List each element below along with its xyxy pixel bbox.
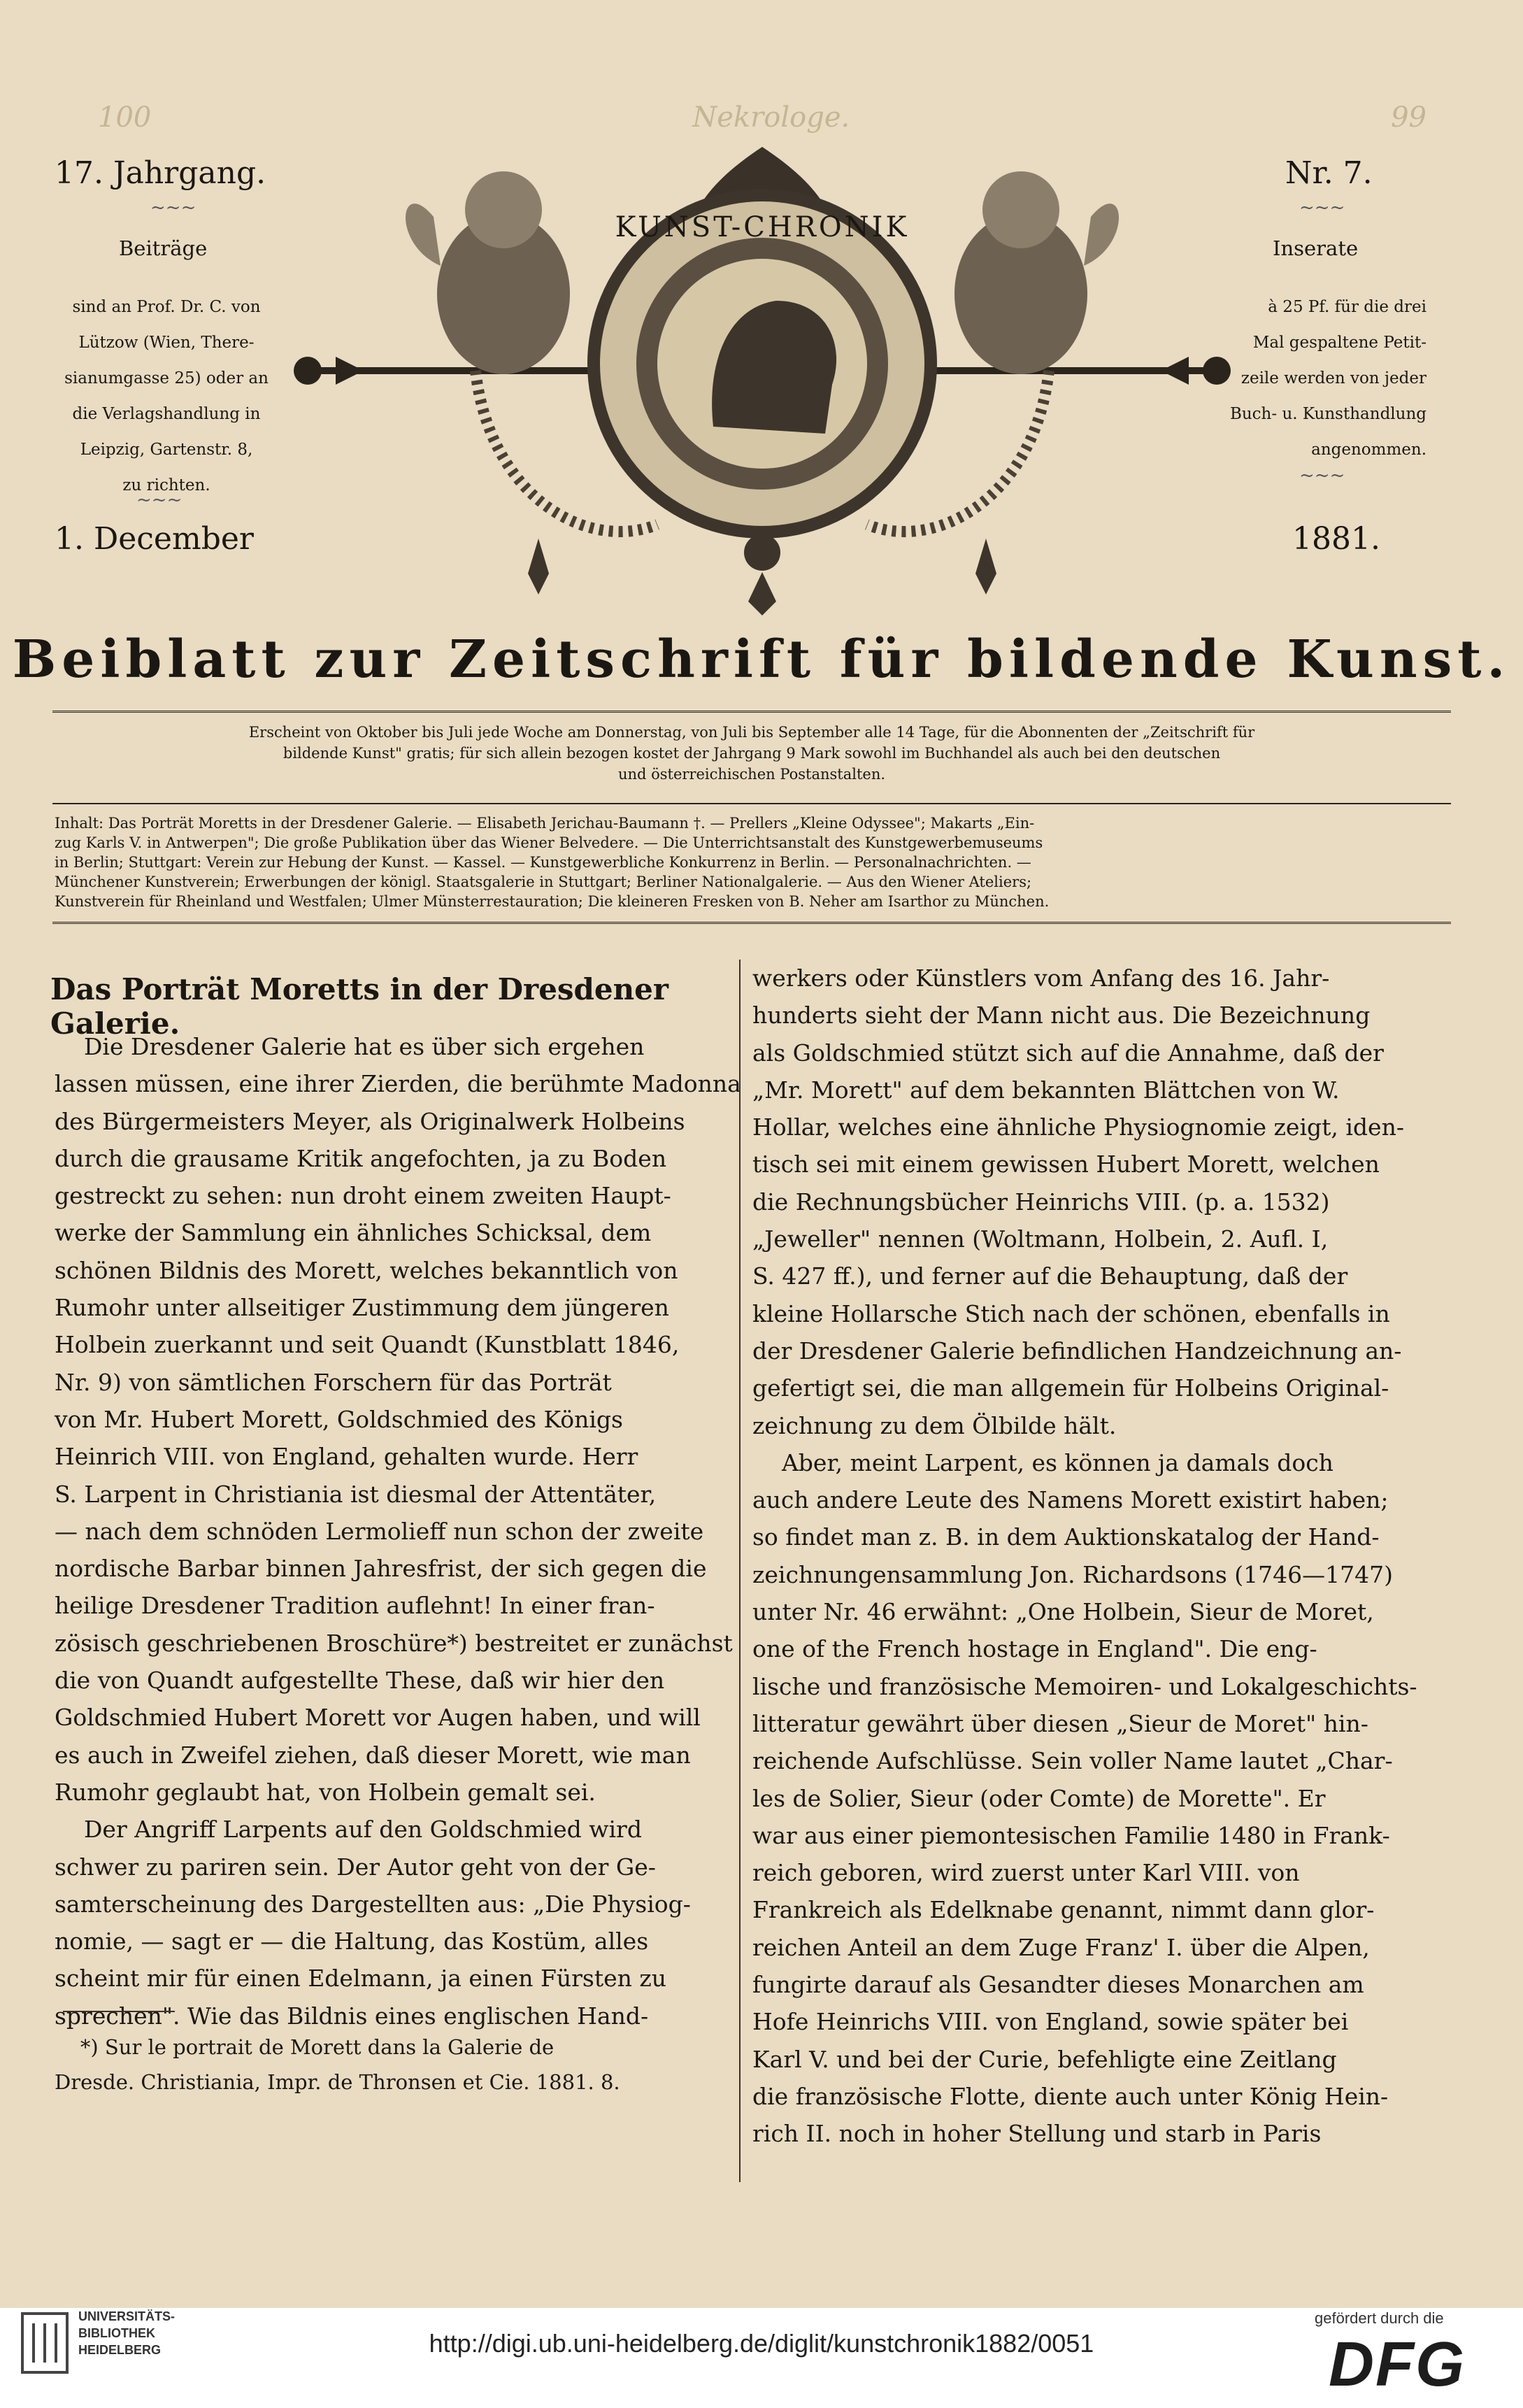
article-right-column: werkers oder Künstlers vom Anfang des 16. Jahr- hunderts sieht der Mann nicht aus. Die Bezeichnung als Goldschmied stützt sich auf die Annahme, daß der „Mr. Morett" auf dem bekannten Blättchen von W. Hollar, welches eine ähnliche Physiognomie zeigt, iden- tisch sei mit einem gewissen Hubert Morett, welchen die Rechnungsbücher Heinrichs VIII. (p. a. 1532) „Jeweller" nennen (Woltmann, Holbein, 2. Aufl. I, S. 427 ff.), und ferner auf die Behauptung, daß der kleine Hollarsche Stich nach der schönen, ebenfalls in der Dresdener Galerie befindlichen Handzeichnung an- gefertigt sei, die man allgemein für Holbeins Original- zeichnung zu dem Ölbilde hält. Aber, meint Larpent, es können ja damals doch auch andere Leute des Namens Morett existirt haben; so findet man z. B. in dem Auktionskatalog der Hand- zeichnungensammlung Jon. Richardsons (1746—1747) unter Nr. 46 erwähnt: „One Holbein, Sieur de Moret, one of the French hostage in England". Die eng- lische und französische Memoiren- und Lokalgeschichts- litteratur gewährt über diesen „Sieur de Moret" hin- reichende Aufschlüsse. Sein voller Name lautet „Char- les de Solier, Sieur (oder Comte) de Morette". Er war aus einer piemontesischen Familie 1480 in Frank- reich geboren, wird zuerst unter Karl VIII. von Frankreich als Edelknabe genannt, nimmt dann glor- reichen Anteil an dem Zuge Franz' I. über die Alpen, fungirte darauf als Gesandter dieses Monarchen am Hofe Heinrichs VIII. von England, sowie später bei Karl V. und bei der Curie, befehligte eine Zeitlang die französische Flotte, diente auch unter König Hein- rich II. noch in hoher Stellung und starb in Paris: [752, 964, 1417, 2148]
tilde-ornament-right: ~~~: [1299, 197, 1345, 218]
bleed-left-number: 100: [98, 101, 152, 134]
funding-label: gefördert durch die: [1315, 2309, 1444, 2327]
jahrgang-label: 17. Jahrgang.: [55, 155, 266, 191]
contents-list: Inhalt: Das Porträt Moretts in der Dresdener Galerie. — Elisabeth Jerichau-Baumann †. — Prellers „Kleine Odyssee"; Makarts „Ein- zug Karls V. in Antwerpen"; Die große Publikation über das Wiener Belvedere. — Die Unterrichtsanstalt des Kunstgewerbemuseums in Berlin; Stuttgart: Verein zur Hebung der Kunst. — Kassel. — Kunstgewerbliche Konkurrenz in Berlin. — Personalnachrichten. — Münchener Kunstverein; Erwerbungen der königl. Staatsgalerie in Stuttgart; Berliner Nationalgalerie. — Aus den Wiener Ateliers; Kunstverein für Rheinland und Westfalen; Ulmer Münsterrestauration; Die kleineren Fresken von B. Neher am Isarthor zu München.: [55, 815, 1050, 910]
issue-number: Nr. 7.: [1285, 155, 1373, 191]
bleed-through-header: [98, 101, 1427, 134]
beitraege-text: sind an Prof. Dr. C. von Lützow (Wien, There- sianumgasse 25) oder an die Verlagshandlung in Leipzig, Gartenstr. 8, zu richten.: [64, 298, 269, 494]
contents-rule: [52, 922, 1451, 924]
footnote-rule: [63, 2011, 175, 2012]
inserate-text: à 25 Pf. für die drei Mal gespaltene Petit- zeile werden von jeder Buch- u. Kunsthandlung angenommen.: [1229, 298, 1427, 459]
bleed-right-number: 99: [1391, 101, 1427, 134]
dfg-logo: DFG: [1329, 2330, 1466, 2400]
tilde-ornament-left-2: ~~~: [136, 490, 183, 511]
kunst-chronik-emblem: [294, 133, 1231, 615]
column-divider: [739, 960, 741, 2182]
tilde-ornament-left: ~~~: [150, 197, 196, 218]
publication-title: Beiblatt zur Zeitschrift für bildende Kunst.: [12, 629, 1511, 690]
source-url-link[interactable]: http://digi.ub.uni-heidelberg.de/diglit/kunstchronik1882/0051: [429, 2329, 1094, 2358]
notice-rule: [52, 803, 1451, 804]
library-name: UNIVERSITÄTS- BIBLIOTHEK HEIDELBERG: [78, 2309, 176, 2357]
issue-year: 1881.: [1292, 521, 1380, 557]
inserate-heading: Inserate: [1273, 236, 1359, 260]
bleed-center-title: Nekrologe.: [692, 101, 850, 134]
footnote: *) Sur le portrait de Morett dans la Galerie de Dresde. Christiania, Impr. de Thronsen et Cie. 1881. 8.: [55, 2035, 620, 2094]
article-left-column: Die Dresdener Galerie hat es über sich ergehen lassen müssen, eine ihrer Zierden, die berühmte Madonna des Bürgermeisters Meyer, als Originalwerk Holbeins durch die grausame Kritik angefochten, ja zu Boden gestreckt zu sehen: nun droht einem zweiten Haupt- werke der Sammlung ein ähnliches Schicksal, dem schönen Bildnis des Morett, welches bekanntlich von Rumohr unter allseitiger Zustimmung dem jüngeren Holbein zuerkannt und seit Quandt (Kunstblatt 1846, Nr. 9) von sämtlichen Forschern für das Porträt von Mr. Hubert Morett, Goldschmied des Königs Heinrich VIII. von England, gehalten wurde. Herr S. Larpent in Christiania ist diesmal der Attentäter, — nach dem schnöden Lermolieff nun schon der zweite nordische Barbar binnen Jahresfrist, der sich gegen die heilige Dresdener Tradition auflehnt! In einer fran- zösisch geschriebenen Broschüre*) bestreitet er zunächst die von Quandt aufgestellte These, daß wir hier den Goldschmied Hubert Morett vor Augen haben, und will es auch in Zweifel ziehen, daß dieser Morett, wie man Rumohr geglaubt hat, von Holbein gemalt sei. Der Angriff Larpents auf den Goldschmied wird schwer zu pariren sein. Der Autor geht von der Ge- samterscheinung des Dargestellten aus: „Die Physiog- nomie, — sagt er — die Haltung, das Kostüm, alles scheint mir für einen Edelmann, ja einen Fürsten zu sprechen". Wie das Bildnis eines englischen Hand-: [55, 1033, 741, 2030]
beitraege-heading: Beiträge: [119, 236, 208, 260]
publication-notice: Erscheint von Oktober bis Juli jede Woche am Donnerstag, von Juli bis September alle 14 Tage, für die Abonnenten der „Zeitschrift für bildende Kunst" gratis; für sich allein bezogen kostet der Jahrgang 9 Mark sowohl im Buchhandel als auch bei den deutschen und österreichischen Postanstalten.: [248, 724, 1255, 783]
title-rule: [52, 711, 1451, 713]
tilde-ornament-right-2: ~~~: [1299, 465, 1345, 486]
emblem-lettering: KUNST-CHRONIK: [615, 211, 910, 243]
article-heading: Das Porträt Moretts in der Dresdener Galerie.: [50, 972, 669, 1041]
issue-date: 1. December: [55, 521, 254, 557]
